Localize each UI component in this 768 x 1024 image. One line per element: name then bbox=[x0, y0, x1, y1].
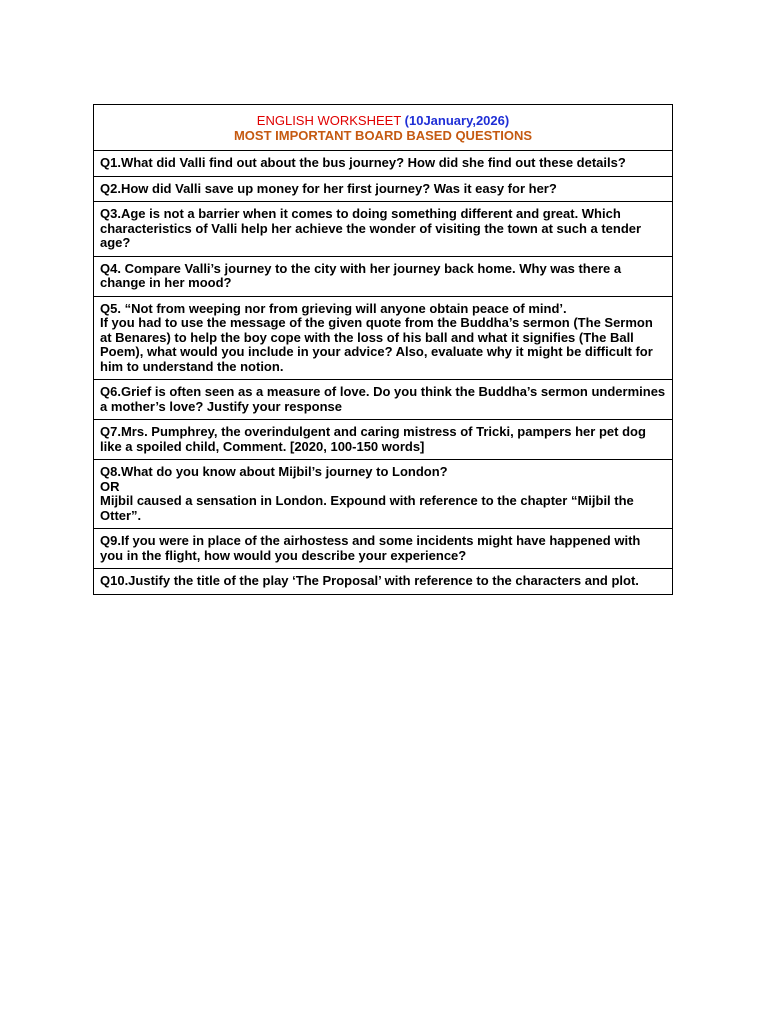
question-row bbox=[94, 380, 673, 420]
question-row bbox=[94, 151, 673, 177]
question-6: Q6.Grief is often seen as a measure of love. Do you think the Buddha’s sermon undermines a mother’s love? Justify your response bbox=[100, 384, 666, 414]
worksheet-subject: ENGLISH WORKSHEET bbox=[256, 113, 402, 128]
header-cell bbox=[94, 105, 673, 151]
question-cell bbox=[94, 569, 673, 595]
question-cell bbox=[94, 202, 673, 257]
worksheet-subtitle: MOST IMPORTANT BOARD BASED QUESTIONS bbox=[233, 128, 533, 143]
question-cell bbox=[94, 256, 673, 296]
worksheet-table bbox=[93, 104, 673, 595]
question-cell bbox=[94, 296, 673, 380]
question-5: Q5. “Not from weeping nor from grieving will anyone obtain peace of mind’. If you had to use the message of the given quote from the Buddha’s sermon (The Sermon at Benares) to help the boy cope with the loss of his ball and what it signifies (The Ball Poem), what would you include in your advice? Also, evaluate why it might be difficult for him to understand the notion. bbox=[100, 300, 653, 374]
question-cell bbox=[94, 460, 673, 529]
question-cell bbox=[94, 380, 673, 420]
question-4: Q4. Compare Valli’s journey to the city with her journey back home. Why was there a change in her mood? bbox=[100, 260, 622, 290]
question-2: Q2.How did Valli save up money for her first journey? Was it easy for her? bbox=[100, 180, 557, 196]
question-row bbox=[94, 420, 673, 460]
question-10: Q10.Justify the title of the play ‘The Proposal’ with reference to the characters and plot. bbox=[100, 573, 639, 588]
question-row bbox=[94, 202, 673, 257]
question-9: Q9.If you were in place of the airhostess and some incidents might have happened with you in the flight, how would you describe your experience? bbox=[100, 533, 641, 563]
question-cell bbox=[94, 151, 673, 177]
question-row bbox=[94, 529, 673, 569]
question-row bbox=[94, 569, 673, 595]
header-row bbox=[94, 105, 673, 151]
question-1: Q1.What did Valli find out about the bus journey? How did she find out these details? bbox=[100, 155, 626, 170]
question-cell bbox=[94, 176, 673, 202]
question-cell bbox=[94, 529, 673, 569]
question-row bbox=[94, 460, 673, 529]
question-row bbox=[94, 256, 673, 296]
question-7: Q7.Mrs. Pumphrey, the overindulgent and caring mistress of Tricki, pampers her pet dog like a spoiled child, Comment. [2020, 100-150 words] bbox=[100, 424, 646, 454]
question-8: Q8.What do you know about Mijbil’s journey to London? OR Mijbil caused a sensation in London. Expound with reference to the chapter “Mijbil the Otter”. bbox=[100, 464, 634, 523]
question-3: Q3.Age is not a barrier when it comes to doing something different and great. Which characteristics of Valli help her achieve the wonder of visiting the town at such a tender age? bbox=[100, 206, 642, 250]
question-row bbox=[94, 176, 673, 202]
worksheet-title bbox=[100, 113, 666, 128]
question-row bbox=[94, 296, 673, 380]
worksheet-date: (10January,2026) bbox=[404, 113, 510, 128]
question-cell bbox=[94, 420, 673, 460]
